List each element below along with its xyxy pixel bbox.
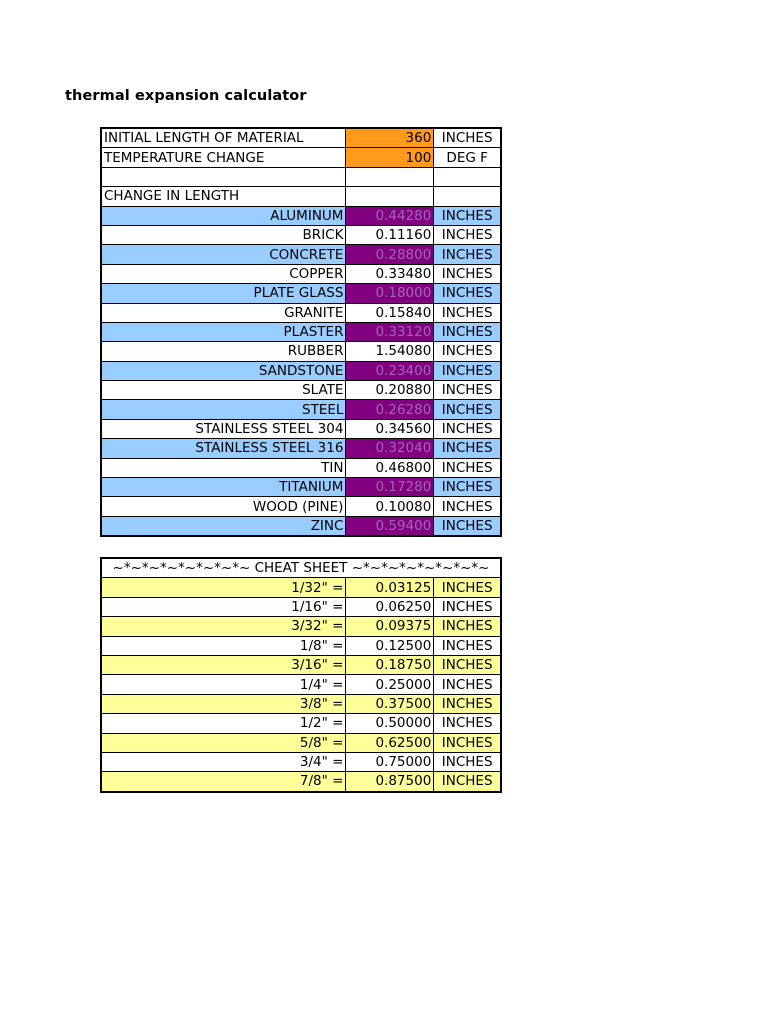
decimal-unit: INCHES [434, 714, 501, 733]
material-unit: INCHES [434, 206, 501, 225]
blank-row [101, 167, 501, 186]
material-row [101, 284, 501, 303]
change-in-length-header: CHANGE IN LENGTH [101, 187, 346, 206]
fraction-label: 7/8" = [101, 772, 346, 792]
cheat-sheet-header-row [101, 558, 501, 578]
material-row [101, 439, 501, 458]
fraction-label: 3/8" = [101, 694, 346, 713]
decimal-unit: INCHES [434, 636, 501, 655]
material-unit: INCHES [434, 245, 501, 264]
initial-length-unit: INCHES [434, 128, 501, 148]
material-unit: INCHES [434, 361, 501, 380]
initial-length-input[interactable]: 360 [346, 128, 434, 148]
fraction-label: 1/2" = [101, 714, 346, 733]
material-name: SLATE [101, 381, 346, 400]
material-change-value[interactable]: 0.10080 [346, 497, 434, 516]
material-unit: INCHES [434, 284, 501, 303]
cheat-sheet-table [100, 557, 502, 793]
material-change-value[interactable]: 0.59400 [346, 516, 434, 536]
temperature-change-unit: DEG F [434, 148, 501, 167]
material-row [101, 400, 501, 419]
temperature-change-row [101, 148, 501, 167]
material-row [101, 206, 501, 225]
material-name: STAINLESS STEEL 316 [101, 439, 346, 458]
material-row [101, 419, 501, 438]
material-unit: INCHES [434, 439, 501, 458]
material-unit: INCHES [434, 516, 501, 536]
decimal-value[interactable]: 0.50000 [346, 714, 434, 733]
decimal-unit: INCHES [434, 694, 501, 713]
material-name: PLATE GLASS [101, 284, 346, 303]
material-row [101, 322, 501, 341]
decimal-value[interactable]: 0.87500 [346, 772, 434, 792]
material-row [101, 478, 501, 497]
material-change-value[interactable]: 1.54080 [346, 342, 434, 361]
material-name: WOOD (PINE) [101, 497, 346, 516]
material-unit: INCHES [434, 419, 501, 438]
material-change-value[interactable]: 0.17280 [346, 478, 434, 497]
material-change-value[interactable]: 0.11160 [346, 225, 434, 244]
decimal-value[interactable]: 0.37500 [346, 694, 434, 713]
cheat-sheet-row [101, 694, 501, 713]
material-name: PLASTER [101, 322, 346, 341]
fraction-label: 1/4" = [101, 675, 346, 694]
fraction-label: 3/16" = [101, 655, 346, 674]
material-unit: INCHES [434, 264, 501, 283]
material-unit: INCHES [434, 342, 501, 361]
cheat-sheet-row [101, 772, 501, 792]
decimal-unit: INCHES [434, 578, 501, 597]
blank-cell[interactable] [346, 187, 434, 206]
initial-length-row [101, 128, 501, 148]
cheat-sheet-row [101, 752, 501, 771]
cheat-sheet-header: ~*~*~*~*~*~*~*~ CHEAT SHEET ~*~*~*~*~*~*~*~ [101, 558, 501, 578]
change-in-length-header-row [101, 187, 501, 206]
material-change-value[interactable]: 0.23400 [346, 361, 434, 380]
material-row [101, 264, 501, 283]
material-name: GRANITE [101, 303, 346, 322]
cheat-sheet-row [101, 617, 501, 636]
decimal-unit: INCHES [434, 655, 501, 674]
material-change-value[interactable]: 0.20880 [346, 381, 434, 400]
decimal-value[interactable]: 0.18750 [346, 655, 434, 674]
material-change-value[interactable]: 0.44280 [346, 206, 434, 225]
material-name: CONCRETE [101, 245, 346, 264]
material-row [101, 303, 501, 322]
decimal-value[interactable]: 0.25000 [346, 675, 434, 694]
decimal-value[interactable]: 0.75000 [346, 752, 434, 771]
material-unit: INCHES [434, 497, 501, 516]
material-name: RUBBER [101, 342, 346, 361]
material-name: ZINC [101, 516, 346, 536]
material-name: TITANIUM [101, 478, 346, 497]
material-unit: INCHES [434, 400, 501, 419]
material-unit: INCHES [434, 381, 501, 400]
cheat-sheet-row [101, 675, 501, 694]
decimal-unit: INCHES [434, 752, 501, 771]
decimal-unit: INCHES [434, 733, 501, 752]
material-change-value[interactable]: 0.33120 [346, 322, 434, 341]
blank-cell[interactable] [434, 187, 501, 206]
material-change-value[interactable]: 0.33480 [346, 264, 434, 283]
material-change-value[interactable]: 0.18000 [346, 284, 434, 303]
material-change-value[interactable]: 0.15840 [346, 303, 434, 322]
cheat-sheet-row [101, 655, 501, 674]
material-name: STEEL [101, 400, 346, 419]
cheat-sheet-row [101, 714, 501, 733]
initial-length-label: INITIAL LENGTH OF MATERIAL [101, 128, 346, 148]
decimal-value[interactable]: 0.12500 [346, 636, 434, 655]
material-row [101, 245, 501, 264]
fraction-label: 3/32" = [101, 617, 346, 636]
fraction-label: 1/32" = [101, 578, 346, 597]
cheat-sheet-row [101, 578, 501, 597]
material-row [101, 516, 501, 536]
material-unit: INCHES [434, 458, 501, 477]
fraction-label: 1/8" = [101, 636, 346, 655]
material-name: SANDSTONE [101, 361, 346, 380]
material-unit: INCHES [434, 225, 501, 244]
material-row [101, 361, 501, 380]
decimal-value[interactable]: 0.03125 [346, 578, 434, 597]
temperature-change-input[interactable]: 100 [346, 148, 434, 167]
cheat-sheet-row [101, 597, 501, 616]
page-title: thermal expansion calculator [65, 88, 307, 104]
material-unit: INCHES [434, 303, 501, 322]
fraction-label: 1/16" = [101, 597, 346, 616]
material-change-value[interactable]: 0.32040 [346, 439, 434, 458]
material-row [101, 225, 501, 244]
decimal-unit: INCHES [434, 617, 501, 636]
decimal-value[interactable]: 0.09375 [346, 617, 434, 636]
material-name: BRICK [101, 225, 346, 244]
material-row [101, 381, 501, 400]
material-change-value[interactable]: 0.34560 [346, 419, 434, 438]
material-name: STAINLESS STEEL 304 [101, 419, 346, 438]
blank-cell[interactable] [101, 167, 346, 186]
blank-cell[interactable] [434, 167, 501, 186]
material-row [101, 342, 501, 361]
material-unit: INCHES [434, 478, 501, 497]
temperature-change-label: TEMPERATURE CHANGE [101, 148, 346, 167]
blank-cell[interactable] [346, 167, 434, 186]
material-row [101, 458, 501, 477]
material-change-value[interactable]: 0.46800 [346, 458, 434, 477]
fraction-label: 5/8" = [101, 733, 346, 752]
decimal-unit: INCHES [434, 772, 501, 792]
cheat-sheet-row [101, 733, 501, 752]
material-name: ALUMINUM [101, 206, 346, 225]
cheat-sheet-row [101, 636, 501, 655]
decimal-unit: INCHES [434, 675, 501, 694]
material-name: COPPER [101, 264, 346, 283]
material-change-value[interactable]: 0.28800 [346, 245, 434, 264]
material-unit: INCHES [434, 322, 501, 341]
calculator-table [100, 127, 502, 537]
decimal-value[interactable]: 0.06250 [346, 597, 434, 616]
material-name: TIN [101, 458, 346, 477]
fraction-label: 3/4" = [101, 752, 346, 771]
decimal-unit: INCHES [434, 597, 501, 616]
decimal-value[interactable]: 0.62500 [346, 733, 434, 752]
material-change-value[interactable]: 0.26280 [346, 400, 434, 419]
material-row [101, 497, 501, 516]
